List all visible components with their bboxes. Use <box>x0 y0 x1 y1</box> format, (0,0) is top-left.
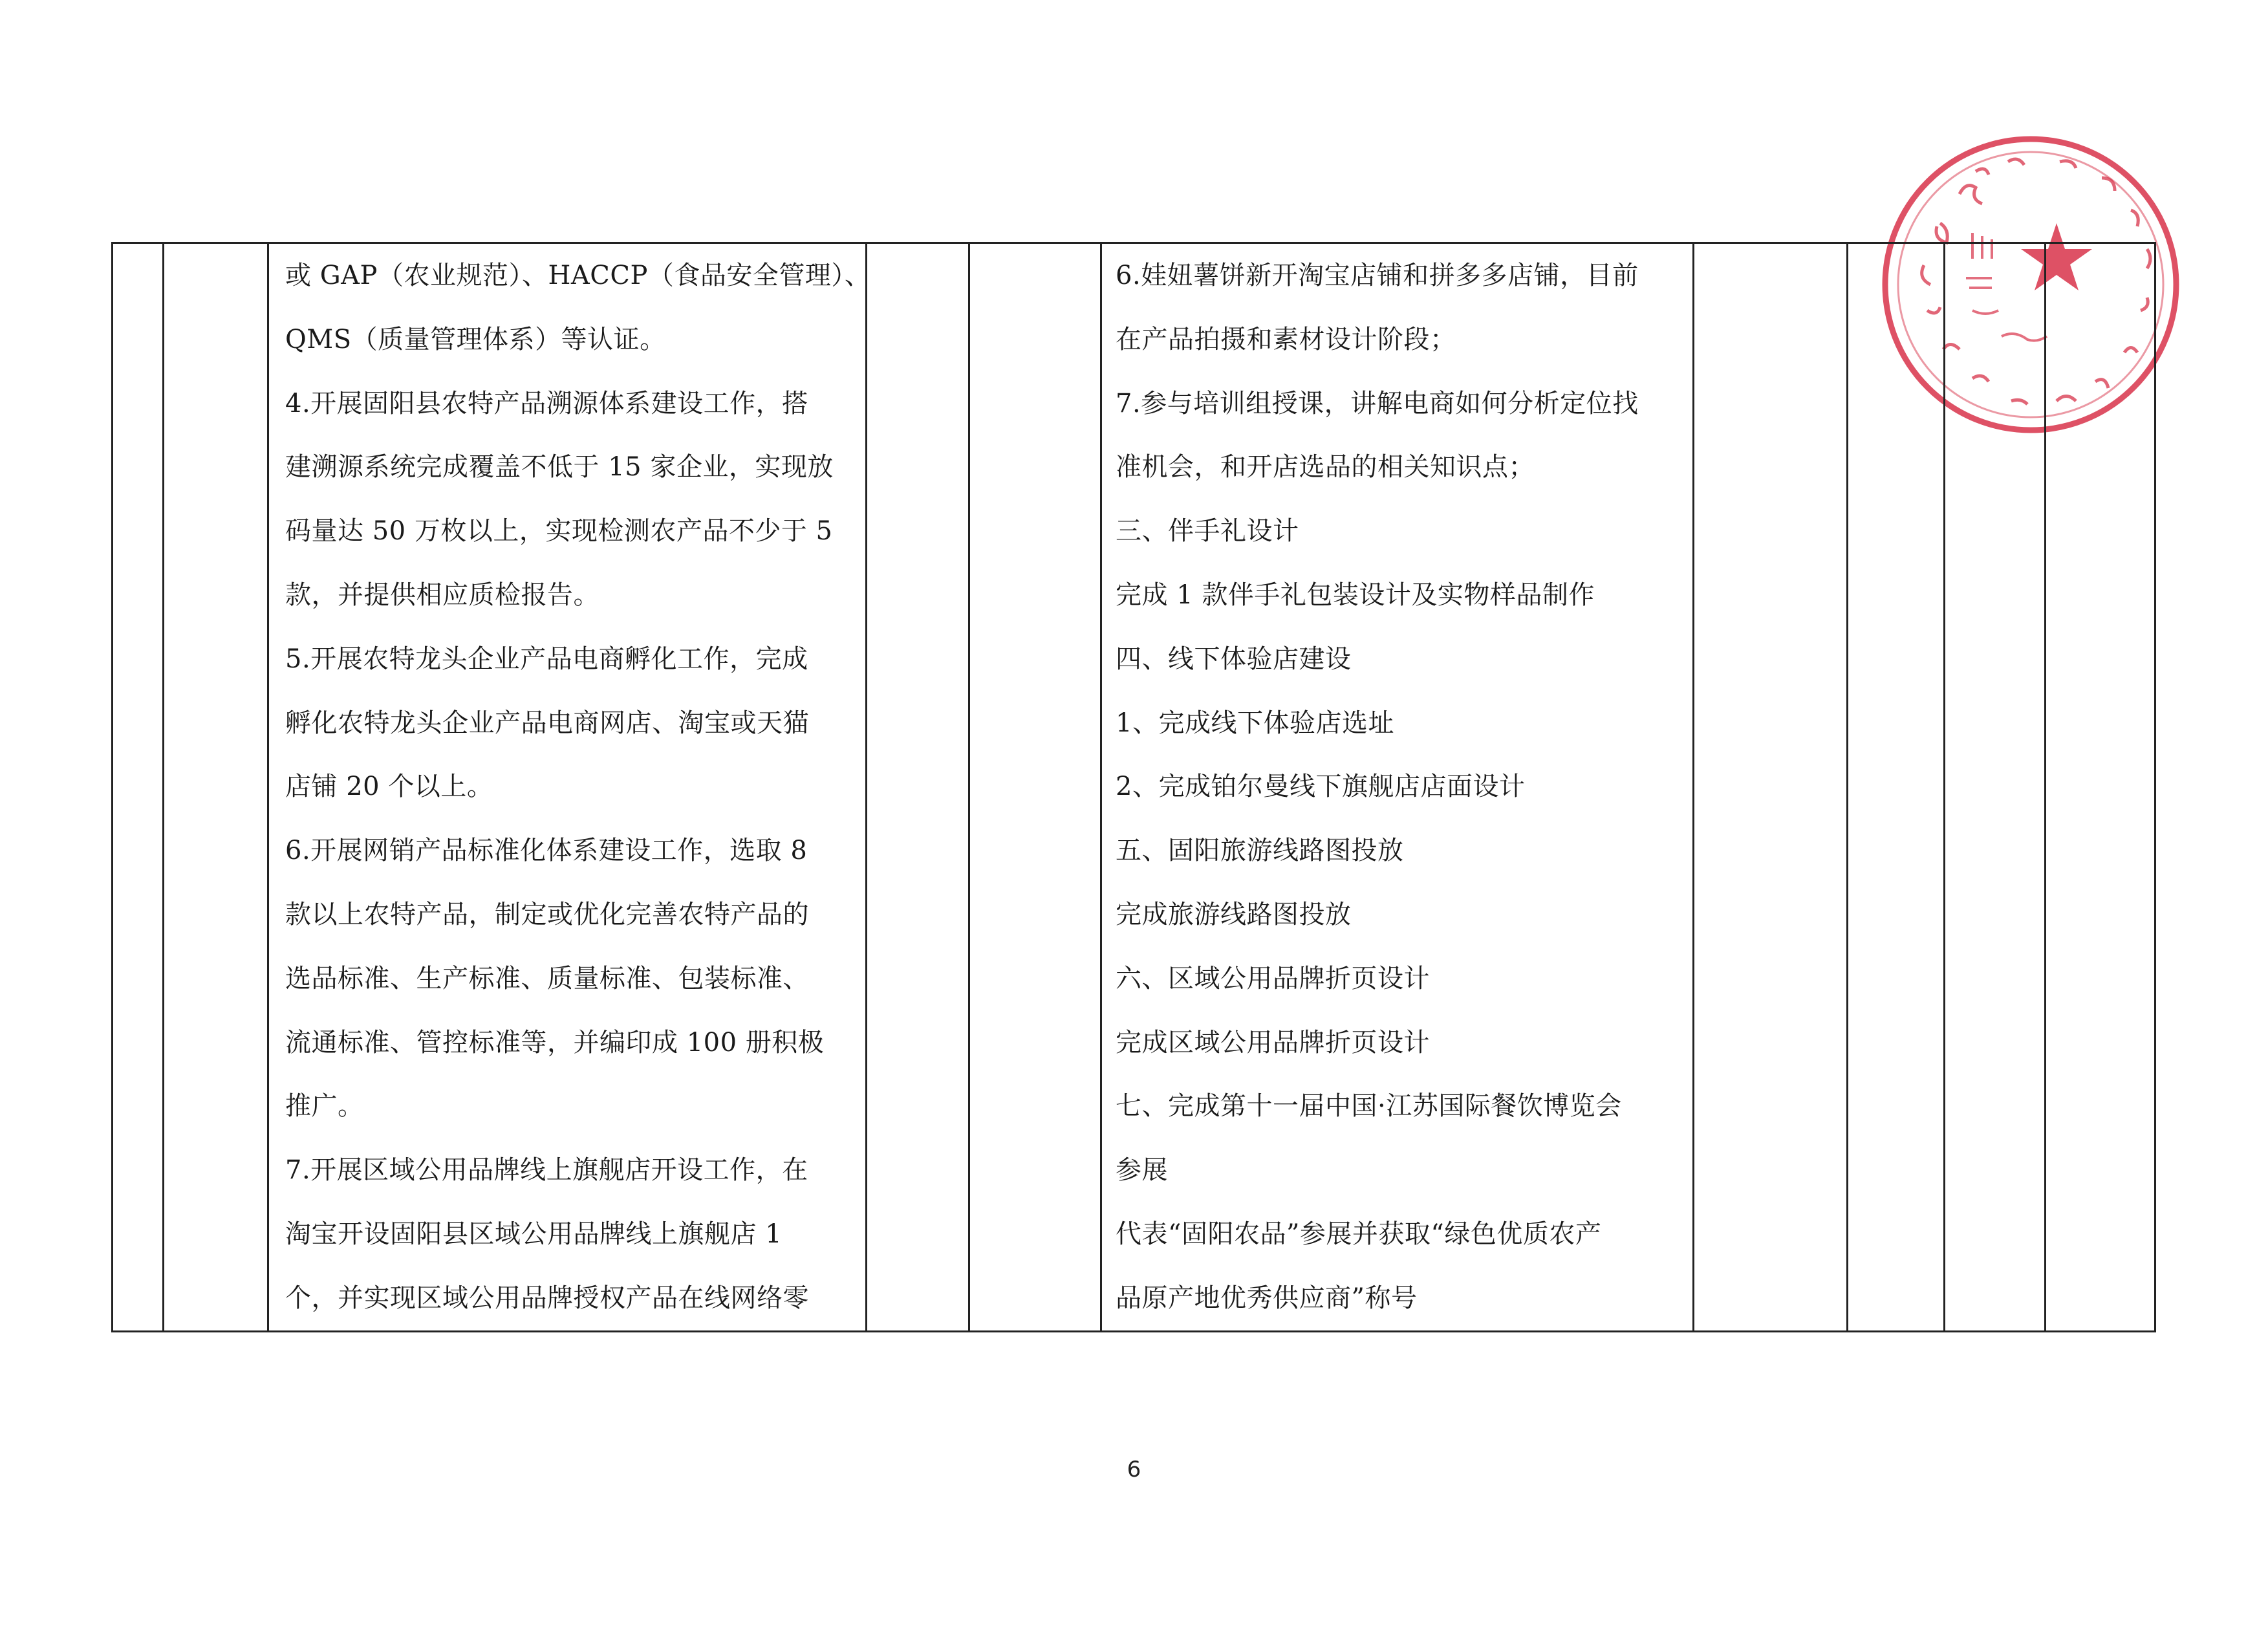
text-line: 推广。 <box>285 1091 364 1122</box>
text-line: 完成 1 款伴手礼包装设计及实物样品制作 <box>1116 580 1595 610</box>
column-divider <box>1100 244 1102 1330</box>
completed-work-column <box>1116 244 1801 1330</box>
text-line: 个，并实现区域公用品牌授权产品在线网络零 <box>285 1283 809 1313</box>
text-line: 款，并提供相应质检报告。 <box>285 580 599 610</box>
text-line: 店铺 20 个以上。 <box>285 772 493 802</box>
text-line: 品原产地优秀供应商”称号 <box>1116 1283 1418 1313</box>
text-line: 四、线下体验店建设 <box>1116 644 1352 674</box>
text-line: 款以上农特产品，制定或优化完善农特产品的 <box>285 899 809 929</box>
text-line: 淘宝开设固阳县区域公用品牌线上旗舰店 1 <box>285 1219 783 1249</box>
text-line: 7.参与培训组授课，讲解电商如何分析定位找 <box>1116 388 1639 418</box>
text-line: 6.开展网销产品标准化体系建设工作，选取 8 <box>285 836 808 866</box>
text-line: 七、完成第十一届中国·江苏国际餐饮博览会 <box>1116 1091 1622 1122</box>
text-line: 7.开展区域公用品牌线上旗舰店开设工作，在 <box>285 1155 808 1186</box>
text-line: 五、固阳旅游线路图投放 <box>1116 836 1404 866</box>
document-table <box>111 242 2156 1332</box>
text-line: 准机会，和开店选品的相关知识点； <box>1116 452 1535 483</box>
text-line: 孵化农特龙头企业产品电商网店、淘宝或天猫 <box>285 708 809 738</box>
text-line: 4.开展固阳县农特产品溯源体系建设工作，搭 <box>285 388 808 418</box>
text-line: 流通标准、管控标准等，并编印成 100 册积极 <box>285 1027 825 1058</box>
planned-tasks-column <box>284 244 879 1330</box>
text-line: 1、完成线下体验店选址 <box>1116 708 1394 738</box>
text-line: 完成区域公用品牌折页设计 <box>1116 1027 1430 1058</box>
text-line: QMS（质量管理体系）等认证。 <box>285 324 666 354</box>
text-line: 在产品拍摄和素材设计阶段； <box>1116 324 1456 354</box>
text-line: 建溯源系统完成覆盖不低于 15 家企业，实现放 <box>285 452 834 483</box>
text-line: 选品标准、生产标准、质量标准、包装标准、 <box>285 963 809 993</box>
text-line: 三、伴手礼设计 <box>1116 516 1299 547</box>
text-line: 代表“固阳农品”参展并获取“绿色优质农产 <box>1116 1219 1602 1249</box>
text-line: 或 GAP（农业规范）、HACCP（食品安全管理）、 <box>285 261 871 290</box>
text-line: 5.开展农特龙头企业产品电商孵化工作，完成 <box>285 644 808 674</box>
column-divider <box>1846 244 1848 1330</box>
column-divider <box>162 244 164 1330</box>
page-number: 6 <box>1127 1457 1141 1482</box>
text-line: 参展 <box>1116 1155 1168 1186</box>
column-divider <box>267 244 269 1330</box>
column-divider <box>1943 244 1945 1330</box>
text-line: 完成旅游线路图投放 <box>1116 899 1352 929</box>
column-divider <box>2044 244 2046 1330</box>
text-line: 码量达 50 万枚以上，实现检测农产品不少于 5 <box>285 516 833 547</box>
column-divider <box>968 244 970 1330</box>
text-line: 6.娃妞薯饼新开淘宝店铺和拼多多店铺，目前 <box>1116 261 1639 290</box>
text-line: 2、完成铂尔曼线下旗舰店店面设计 <box>1116 772 1526 802</box>
text-line: 六、区域公用品牌折页设计 <box>1116 963 1430 993</box>
